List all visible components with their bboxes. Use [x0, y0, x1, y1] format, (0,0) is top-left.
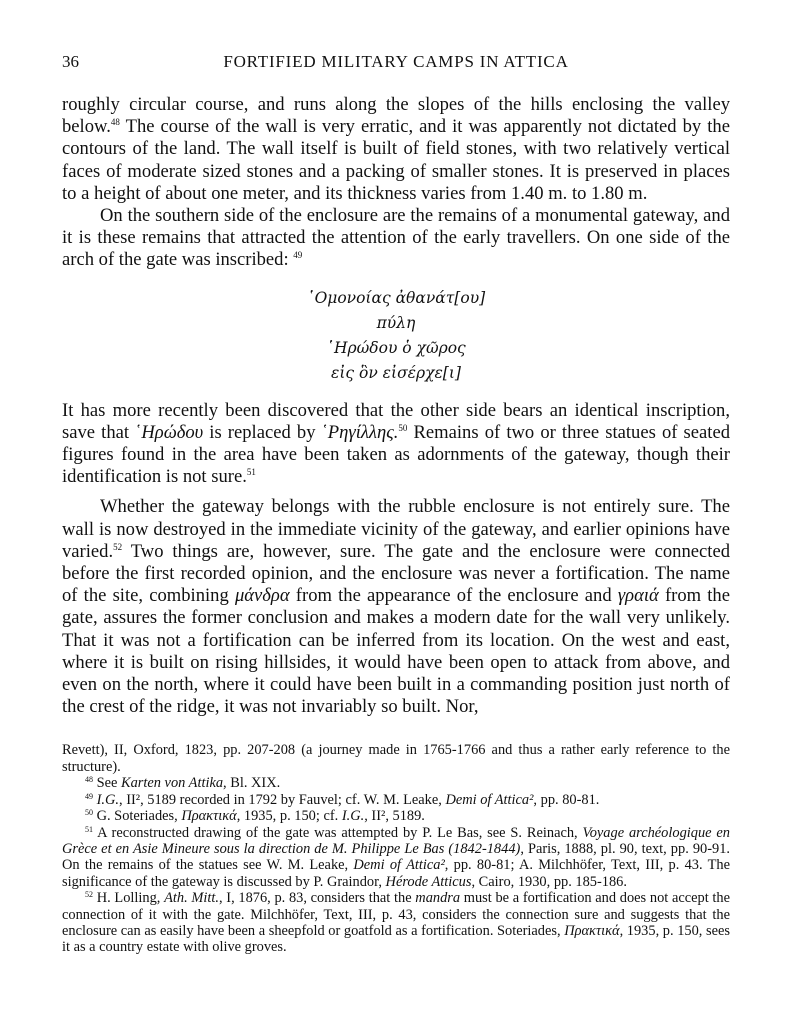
- inscription-line: εἰς ὃν εἰσέρχε[ι]: [331, 363, 461, 382]
- footnote-51: $^{51}$ A reconstructed drawing of the gate was attempted by P. Le Bas, see S. Reinach, Voyage archéologique en Grèce et en Asie Mineure sous la direction de M. Philippe Le Bas (1842-1844), Paris, 1888, pl. 90, text, pp. 90-91. On the remains of the statues see W. M. Leake, Demi of Attica², pp. 80-81; A. Milchhöfer, Text, III, p. 43. The significance of the gateway is discussed by P. Graindor, Hérode Atticus, Cairo, 1930, pp. 185-186.: [62, 824, 731, 890]
- footnote-50: $^{50}$ G. Soteriades, Πρακτικά, 1935, p. 150; cf. I.G., II², 5189.: [85, 808, 425, 825]
- footnote-52: $^{52}$ H. Lolling, Ath. Mitt., I, 1876, p. 83, considers that the mandra must be a fortification and does not accept the connection of it with the gate. Milchhöfer, Text, III, p. 43, considers the connection sure and suggests that the enclosure can as easily have been a sheepfold or goatfold as a fortification. Soteriades, Πρακτικά, 1935, p. 150, sees it as a country estate with olive groves.: [62, 890, 730, 956]
- paragraph-1: roughly circular course, and runs along the slopes of the hills enclosing the valley below.$^{48}$ The course of the wall is very erratic, and it was apparently not dictated by the contours of the land. The wall itself is built of field stones, with two relatively vertical faces of moderate sized stones and a packing of smaller stones. It is preserved in places to a height of about one meter, and its thickness varies from 1.40 m. to 1.80 m.: [62, 94, 730, 204]
- inscription-line: ῾Ηρώδου ὁ χῶρος: [326, 338, 466, 357]
- footnote-ref-50[interactable]: 50: [398, 422, 408, 433]
- footnote-48: $^{48}$ See Karten von Attika, Bl. XIX.: [85, 775, 281, 792]
- inscription-line: πύλη: [376, 313, 416, 332]
- paragraph-3: It has more recently been discovered that the other side bears an identical inscription, save that ῾Ηρώδου is replaced by ῾Ρηγίλλης.$^{50}$ Remains of two or three statues of seated figures found in the area have been taken as adornments of the gateway, though their identification is not sure.$^{51}$: [62, 399, 731, 488]
- footnote-49: $^{49}$ I.G., II², 5189 recorded in 1792 by Fauvel; cf. W. M. Leake, Demi of Attica², pp. 80-81.: [85, 791, 600, 808]
- page-number: 36: [62, 52, 79, 71]
- paragraph-4: Whether the gateway belongs with the rubble enclosure is not entirely sure. The wall is now destroyed in the immediate vicinity of the gateway, and earlier opinions have varied.$^{52}$ Two things are, however, sure. The gate and the enclosure were connected before the first recorded opinion, and the enclosure was never a fortification. The name of the site, combining μάνδρα from the appearance of the enclosure and γραιά from the gate, assures the former conclusion and makes a modern date for the wall very unlikely. That it was not a fortification can be inferred from its location. On the west and east, where it is built on rising hillsides, it would have been open to attack from above, and even on the north, where it could have been built in a commanding position just north of the crest of the ridge, it was not invariably so built. Nor,: [62, 496, 730, 718]
- footnote-ref-52[interactable]: 52: [113, 541, 123, 552]
- main-text: [62, 94, 730, 718]
- footnote-ref-51[interactable]: 51: [246, 467, 256, 478]
- greek-inscription: [62, 286, 730, 386]
- inscription-line: ῾Ομονοίας ἀθανάτ[ου]: [306, 288, 486, 307]
- footnote-ref-49[interactable]: 49: [293, 250, 303, 261]
- page: [62, 52, 730, 956]
- running-title: FORTIFIED MILITARY CAMPS IN ATTICA: [223, 52, 569, 71]
- footnotes: [62, 742, 730, 955]
- paragraph-2: On the southern side of the enclosure are the remains of a monumental gateway, and it is these remains that attracted the attention of the early travellers. On one side of the arch of the gate was inscribed: $^{49}$: [62, 205, 730, 271]
- footnote-continuation: Revett), II, Oxford, 1823, pp. 207-208 (a journey made in 1765-1766 and thus a rather early reference to the structure).: [62, 742, 730, 775]
- running-header: [62, 52, 730, 74]
- footnote-ref-48[interactable]: 48: [110, 117, 120, 128]
